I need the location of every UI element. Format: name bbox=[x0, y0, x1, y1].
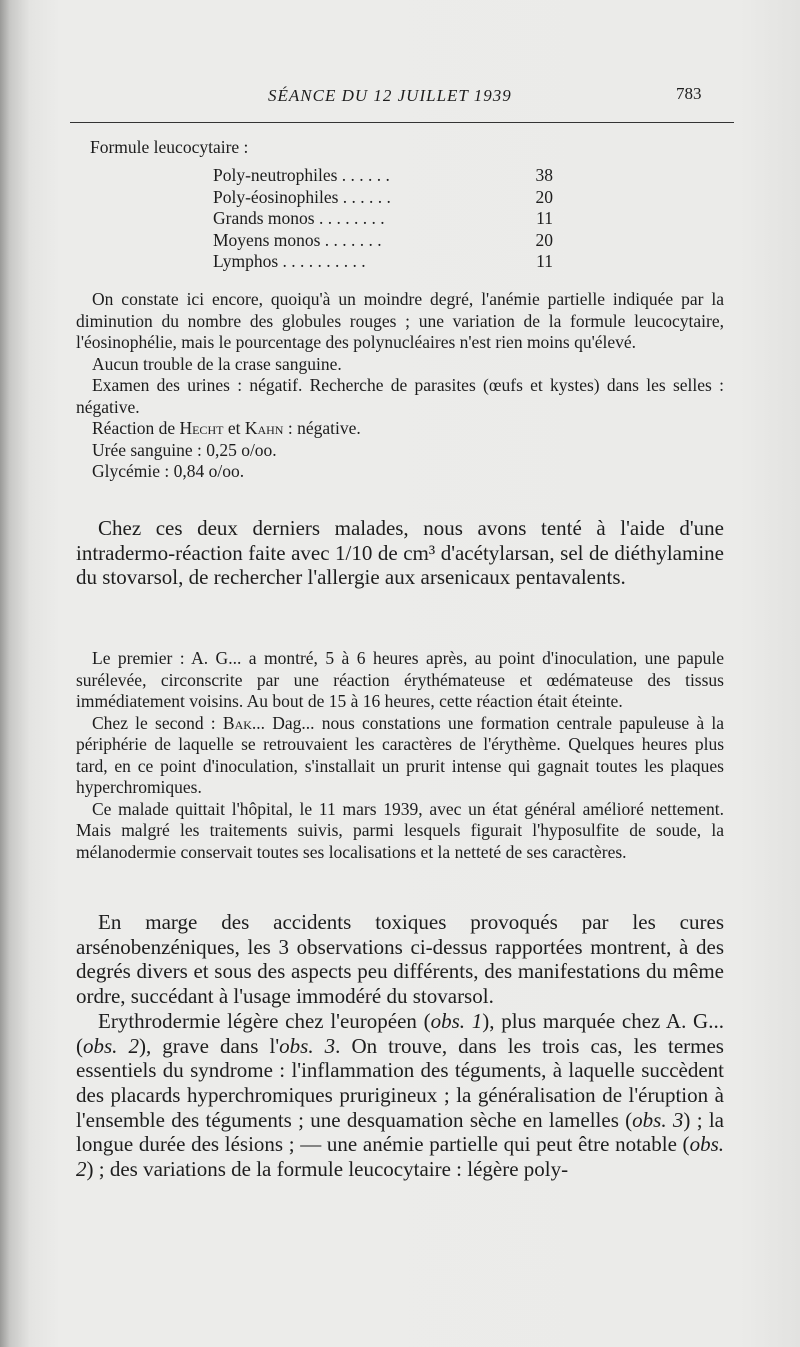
formula-row bbox=[213, 230, 573, 252]
formula-cell-value: 11 bbox=[536, 251, 553, 271]
text: Chez le second : bbox=[92, 712, 223, 733]
paragraph bbox=[76, 1009, 724, 1182]
obs-reference: obs. 3 bbox=[632, 1107, 684, 1132]
paragraph bbox=[76, 713, 724, 799]
text: Réaction de bbox=[92, 418, 180, 438]
obs-reference: obs. 3 bbox=[279, 1033, 336, 1058]
formula-cell-value: 20 bbox=[535, 229, 553, 250]
patient-name: Bak... bbox=[222, 712, 266, 733]
text: ), grave dans l' bbox=[138, 1033, 280, 1058]
page-header bbox=[0, 82, 800, 112]
author-name: Hecht bbox=[179, 418, 224, 438]
obs-reference: obs. 1 bbox=[430, 1008, 483, 1033]
obs-reference: obs. 2 bbox=[83, 1033, 139, 1058]
running-title: SÉANCE DU 12 JUILLET 1939 bbox=[268, 86, 512, 105]
paragraph: Ce malade quittait l'hôpital, le 11 mars 1939, avec un état général amélioré nettement. Mais malgré les traitements suivis, parmi lesquels figurait l'hyposulfite de soude, la mélanodermie conservait toutes ses localisations et la netteté de ses caractères. bbox=[76, 798, 724, 862]
cases-section bbox=[76, 648, 724, 863]
paragraph: Le premier : A. G... a montré, 5 à 6 heures après, au point d'inoculation, une papule surélevée, circonscrite par une réaction érythémateuse et œdémateuse des tissus immédiatement voisins. Au bout de 15 à 16 heures, cette réaction était éteinte. bbox=[76, 648, 724, 711]
formula-cell-name: Grands monos . . . . . . . . bbox=[213, 208, 385, 228]
formula-title: Formule leucocytaire : bbox=[90, 137, 249, 157]
formula-cell-value: 38 bbox=[535, 165, 553, 185]
text: . On trouve, dans les trois cas, les termes essentiels du syndrome : l'inflammation des téguments, à laquelle succèdent des placards hyperchromiques prurigineux ; la généralisation de l'éruption à l'ensemble des téguments ; une desquamation sèche en lamelles ( bbox=[76, 1033, 724, 1132]
obs-reference: obs. 2 bbox=[76, 1132, 724, 1182]
text: ) ; des variations de la formule leucocytaire : légère poly- bbox=[86, 1157, 569, 1182]
formula-cell-name: Poly-neutrophiles . . . . . . bbox=[213, 165, 390, 185]
header-rule bbox=[70, 122, 734, 123]
intradermo-paragraph bbox=[76, 516, 724, 590]
text: ), plus marquée chez A. G... ( bbox=[76, 1008, 724, 1058]
paragraph: On constate ici encore, quoiqu'à un moindre degré, l'anémie partielle indiquée par la diminution du nombre des globules rouges ; une variation de la formule leucocytaire, l'éosinophélie, mais le pourcentage des polynucléaires n'est rien moins qu'élevé. bbox=[76, 289, 724, 352]
formula-row bbox=[213, 165, 573, 187]
page-number: 783 bbox=[676, 84, 702, 103]
formula-table bbox=[213, 165, 573, 273]
text: ) ; la longue durée des lésions ; — une anémie partielle qui peut être notable ( bbox=[76, 1107, 724, 1157]
paragraph: Aucun trouble de la crase sanguine. bbox=[92, 353, 342, 374]
paragraph: Examen des urines : négatif. Recherche de parasites (œufs et kystes) dans les selles : négative. bbox=[76, 375, 724, 417]
formula-cell-value: 20 bbox=[535, 186, 553, 207]
formula-row bbox=[213, 208, 573, 230]
formula-row bbox=[213, 187, 573, 209]
paragraph bbox=[76, 418, 724, 440]
observation-summary bbox=[76, 289, 724, 483]
text: et bbox=[223, 418, 245, 438]
text: : négative. bbox=[283, 418, 361, 438]
author-name: Kahn bbox=[244, 418, 284, 438]
formula-cell-name: Moyens monos . . . . . . . bbox=[213, 229, 382, 250]
paragraph: En marge des accidents toxiques provoqués par les cures arsénobenzéniques, les 3 observations ci-dessus rapportées montrent, à des degrés divers et sous des aspects peu différents, des manifestations du même ordre, succédant à l'usage immodéré du stovarsol. bbox=[76, 910, 724, 1009]
paragraph: Urée sanguine : 0,25 o/oo. bbox=[92, 439, 277, 460]
paragraph: Chez ces deux derniers malades, nous avons tenté à l'aide d'une intradermo-réaction faite avec 1/10 de cm³ d'acétylarsan, sel de diéthylamine du stovarsol, de rechercher l'allergie aux arsenicaux pentavalents. bbox=[76, 516, 724, 590]
discussion-section bbox=[76, 910, 724, 1182]
formula-cell-value: 11 bbox=[536, 208, 553, 228]
formula-row bbox=[213, 251, 573, 273]
formula-cell-name: Lymphos . . . . . . . . . . bbox=[213, 251, 366, 271]
text: Dag... nous constations une formation centrale papuleuse à la périphérie de laquelle se retrouvaient les caractères de l'érythème. Quelques heures plus tard, en ce point d'inoculation, s'installait un prurit intense qui gagnait toutes les plaques hyperchromiques. bbox=[76, 712, 725, 797]
formula-cell-name: Poly-éosinophiles . . . . . . bbox=[213, 186, 391, 207]
text: Erythrodermie légère chez l'européen ( bbox=[98, 1008, 431, 1033]
paragraph: Glycémie : 0,84 o/oo. bbox=[92, 461, 245, 481]
